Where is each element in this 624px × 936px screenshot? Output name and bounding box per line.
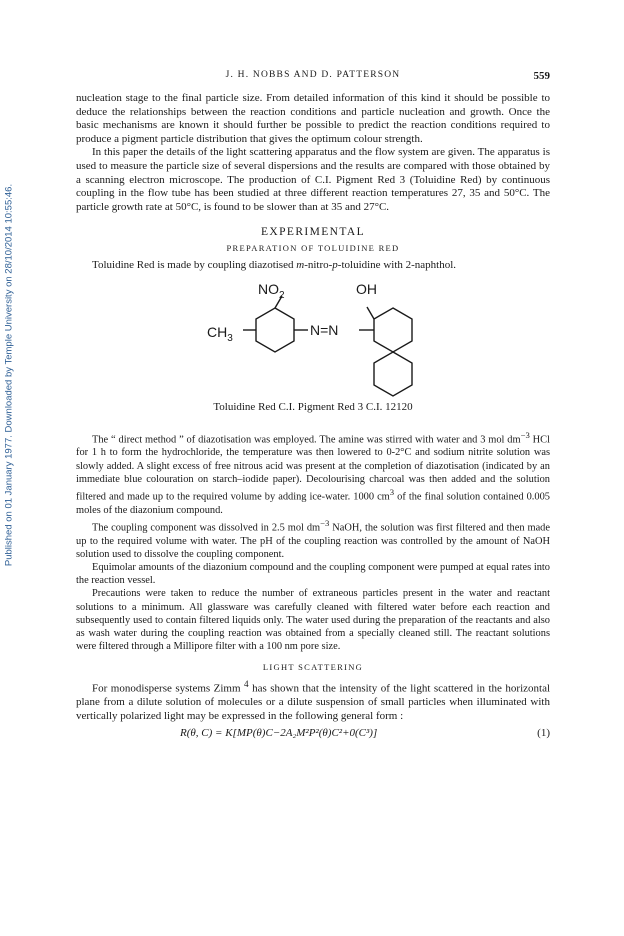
equation-number: (1)	[537, 727, 550, 740]
page-header	[76, 70, 550, 84]
nitro-group-label: $NO_2$	[258, 281, 285, 302]
azo-group-label: N=N	[310, 322, 339, 339]
superscript: −3	[520, 429, 530, 440]
benzene-ring	[256, 308, 294, 352]
download-watermark	[2, 150, 16, 600]
subsection-heading-preparation: PREPARATION OF TOLUIDINE RED	[226, 242, 400, 253]
structure-caption: Toluidine Red C.I. Pigment Red 3 C.I. 12120	[213, 401, 413, 414]
diazotisation-text: of the final solution contained 0.005 moles of the diazonium compound.	[76, 491, 550, 516]
methyl-group-label: $CH_3$	[207, 324, 233, 345]
toluidine-red-structure	[76, 276, 550, 398]
equation-1	[76, 727, 550, 741]
diazotisation-text: HCl for 1 h to form the hydrochloride, the temperature was then lowered to 0-2°C and sodium nitrite solution was slowly added. A slight excess of free nitrous acid was present at the completion of diazotisation (indicated by an immediate blue colouration on starch–iodide paper). Decolourising charcoal was then added and the solution filtered and made up to the required volume by adding ice-water. 1000 cm	[76, 434, 551, 503]
paragraph-precautions: Precautions were taken to reduce the number of extraneous particles present in the water and reactant solutions to a minimum. All glassware was carefully cleaned with filtered water before each reaction and subsequently used to contain filtered liquids only. The water used during the preparation of the reactants and also as wash water during the coupling reaction was obtained from a specially cleaned still. The reactant solutions were filtered through a Millipore filter with a 100 nm pore size.	[76, 588, 550, 653]
paragraph-coupling-component	[76, 517, 550, 561]
intro-italic-p: p	[332, 258, 338, 271]
intro-text: -nitro-	[304, 258, 333, 271]
paragraph-zimm	[76, 678, 550, 723]
superscript: 3	[389, 487, 395, 497]
paragraph-diazotisation	[76, 429, 550, 517]
paragraph-intro-continuation: nucleation stage to the final particle size. From detailed information of this kind it should be possible to deduce the relationships between the reaction conditions and particle nucleation and growth. Once the basic mechanisms are known it should further be possible to predict the reaction conditions required to produce a pigment particle distribution that gives the optimum colour strength.	[76, 92, 550, 145]
coupling-text: NaOH, the solution was first filtered and then made up to the required volume with water. The pH of the coupling reaction was controlled by the amount of NaOH solution used to dissolve the coupling component.	[76, 522, 550, 560]
intro-italic-m: m	[296, 258, 305, 271]
paragraph-overview: In this paper the details of the light scattering apparatus and the flow system are given. The apparatus is used to measure the particle size of several dispersions and the results are compared with those obtained by a scanning electron microscope. The production of C.I. Pigment Red 3 (Toluidine Red) by continuous coupling in the flow tube has been studied at three different reaction temperatures 27, 35 and 50°C. The particle growth rate at 50°C, is found to be slower than at 35 and 27°C.	[76, 146, 550, 213]
page-body	[76, 92, 550, 741]
subsection-heading-light-scattering: LIGHT SCATTERING	[262, 662, 364, 673]
intro-text: -toluidine with 2-naphthol.	[337, 258, 457, 271]
running-head: J. H. NOBBS AND D. PATTERSON	[225, 70, 401, 80]
coupling-text: The coupling component was dissolved in 2.5 mol dm	[92, 522, 321, 534]
zimm-text: For monodisperse systems Zimm	[92, 682, 245, 695]
equation-expression: R(θ, C) = K[MP(θ)C−2A₂M²P²(θ)C²+0(C³)]	[180, 727, 378, 740]
hydroxyl-bond	[367, 307, 374, 319]
paragraph-preparation-intro	[76, 259, 550, 273]
page-number: 559	[533, 70, 550, 82]
intro-text: Toluidine Red is made by coupling diazotised	[92, 258, 297, 271]
naphthalene-upper-ring	[374, 308, 412, 352]
superscript: −3	[320, 517, 330, 528]
section-heading-experimental: EXPERIMENTAL	[260, 226, 366, 239]
download-watermark-text: Published on 01 January 1977. Downloaded by Temple University on 28/10/2014 10:55:46.	[3, 183, 15, 567]
paragraph-equimolar: Equimolar amounts of the diazonium compound and the coupling component were pumped at equal rates into the reaction vessel.	[76, 561, 550, 587]
zimm-text: has shown that the intensity of the light scattered in the horizontal plane from a dilute solution of molecules or a dilute suspension of small particles when illuminated with vertically polarized light may be expressed in the following general form :	[76, 682, 551, 722]
reference-superscript: 4	[244, 678, 249, 689]
hydroxyl-group-label: OH	[356, 281, 377, 298]
diazotisation-text: The “ direct method ” of diazotisation was employed. The amine was stirred with water and 3 mol dm	[92, 434, 521, 446]
naphthalene-lower-ring	[374, 352, 412, 396]
